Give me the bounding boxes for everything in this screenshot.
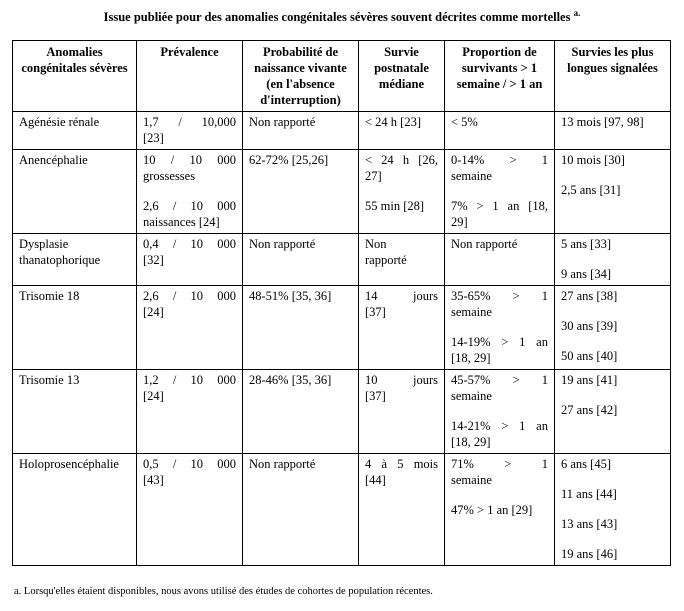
anomaly-name: Trisomie 18 bbox=[19, 289, 80, 303]
probability-cell bbox=[243, 150, 359, 234]
proportion-line: 35-65% > 1 bbox=[451, 289, 548, 303]
probability-value: 48-51% [35, 36] bbox=[249, 289, 332, 303]
probability-cell bbox=[243, 370, 359, 454]
proportion-line: 45-57% > 1 bbox=[451, 373, 548, 387]
table-row bbox=[13, 150, 671, 234]
proportion-line: 29] bbox=[451, 215, 468, 229]
probability-cell bbox=[243, 286, 359, 370]
probability-cell bbox=[243, 454, 359, 566]
proportion-line: 0-14% > 1 bbox=[451, 153, 548, 167]
longest-survival-cell bbox=[555, 234, 671, 286]
prevalence-cell bbox=[137, 234, 243, 286]
prevalence-line: 2,6 / 10 000 bbox=[143, 199, 236, 213]
anomaly-cell bbox=[13, 234, 137, 286]
proportion-line: [18, 29] bbox=[451, 351, 491, 365]
proportion-line: semaine bbox=[451, 305, 492, 319]
anomaly-cell bbox=[13, 370, 137, 454]
proportion-cell bbox=[445, 286, 555, 370]
longest-survival-cell bbox=[555, 150, 671, 234]
header-anomaly: Anomalies congénitales sévères bbox=[13, 41, 137, 112]
prevalence-line: naissances [24] bbox=[143, 215, 220, 229]
survival-cell bbox=[359, 454, 445, 566]
longest-survival-cell bbox=[555, 370, 671, 454]
survival-line: 14 jours bbox=[365, 289, 438, 303]
prevalence-line: [23] bbox=[143, 131, 164, 145]
proportion-cell bbox=[445, 150, 555, 234]
longest-survival-line: 19 ans [46] bbox=[561, 547, 618, 561]
prevalence-line: 2,6 / 10 000 bbox=[143, 289, 236, 303]
prevalence-line: [32] bbox=[143, 253, 164, 267]
prevalence-line: 1,2 / 10 000 bbox=[143, 373, 236, 387]
proportion-line: semaine bbox=[451, 473, 492, 487]
header-probability: Probabilité de naissance vivante (en l'absence d'interruption) bbox=[243, 41, 359, 112]
anomalies-table bbox=[12, 40, 671, 566]
probability-cell bbox=[243, 112, 359, 150]
anomaly-cell bbox=[13, 286, 137, 370]
survival-cell bbox=[359, 112, 445, 150]
header-longest: Survies les plus longues signalées bbox=[555, 41, 671, 112]
anomaly-cell bbox=[13, 454, 137, 566]
longest-survival-line: 50 ans [40] bbox=[561, 349, 618, 363]
survival-line: Non bbox=[365, 237, 387, 251]
anomaly-name: Agénésie rénale bbox=[19, 115, 100, 129]
longest-survival-cell bbox=[555, 286, 671, 370]
prevalence-cell bbox=[137, 286, 243, 370]
longest-survival-line: 27 ans [38] bbox=[561, 289, 618, 303]
prevalence-cell bbox=[137, 454, 243, 566]
prevalence-cell bbox=[137, 150, 243, 234]
table-row bbox=[13, 286, 671, 370]
proportion-line: 47% > 1 an [29] bbox=[451, 503, 533, 517]
probability-value: Non rapporté bbox=[249, 115, 316, 129]
proportion-cell bbox=[445, 454, 555, 566]
proportion-line: Non rapporté bbox=[451, 237, 518, 251]
prevalence-line: [24] bbox=[143, 305, 164, 319]
footnote: a. Lorsqu'elles étaient disponibles, nous avons utilisé des études de cohortes de population récentes. bbox=[14, 586, 433, 597]
longest-survival-line: 5 ans [33] bbox=[561, 237, 611, 251]
table-row bbox=[13, 370, 671, 454]
survival-line: [44] bbox=[365, 473, 386, 487]
probability-value: 62-72% [25,26] bbox=[249, 153, 329, 167]
header-survival: Survie postnatale médiane bbox=[359, 41, 445, 112]
table-row bbox=[13, 454, 671, 566]
proportion-line: < 5% bbox=[451, 115, 478, 129]
anomaly-name: Trisomie 13 bbox=[19, 373, 80, 387]
survival-cell bbox=[359, 150, 445, 234]
table-body bbox=[13, 112, 671, 566]
proportion-cell bbox=[445, 112, 555, 150]
longest-survival-line: 27 ans [42] bbox=[561, 403, 618, 417]
prevalence-line: 0,5 / 10 000 bbox=[143, 457, 236, 471]
proportion-line: semaine bbox=[451, 389, 492, 403]
survival-line: 4 à 5 mois bbox=[365, 457, 438, 471]
survival-line: [37] bbox=[365, 389, 386, 403]
longest-survival-cell bbox=[555, 112, 671, 150]
longest-survival-cell bbox=[555, 454, 671, 566]
table-caption bbox=[0, 8, 684, 25]
table-row bbox=[13, 234, 671, 286]
longest-survival-line: 11 ans [44] bbox=[561, 487, 617, 501]
longest-survival-line: 9 ans [34] bbox=[561, 267, 611, 281]
survival-line: 55 min [28] bbox=[365, 199, 425, 213]
survival-line: < 24 h [23] bbox=[365, 115, 421, 129]
probability-cell bbox=[243, 234, 359, 286]
prevalence-line: [24] bbox=[143, 389, 164, 403]
header-prevalence: Prévalence bbox=[137, 41, 243, 112]
prevalence-cell bbox=[137, 370, 243, 454]
prevalence-cell bbox=[137, 112, 243, 150]
header-row bbox=[13, 41, 671, 112]
proportion-line: 71% > 1 bbox=[451, 457, 548, 471]
proportion-line: 14-19% > 1 an bbox=[451, 335, 548, 349]
longest-survival-line: 2,5 ans [31] bbox=[561, 183, 621, 197]
survival-line: 10 jours bbox=[365, 373, 438, 387]
anomaly-name: Anencéphalie bbox=[19, 153, 88, 167]
anomaly-name: Holoprosencéphalie bbox=[19, 457, 119, 471]
longest-survival-line: 13 mois [97, 98] bbox=[561, 115, 644, 129]
anomaly-cell bbox=[13, 112, 137, 150]
longest-survival-line: 6 ans [45] bbox=[561, 457, 611, 471]
probability-value: Non rapporté bbox=[249, 457, 316, 471]
longest-survival-line: 10 mois [30] bbox=[561, 153, 625, 167]
longest-survival-line: 19 ans [41] bbox=[561, 373, 618, 387]
prevalence-line: 1,7 / 10,000 bbox=[143, 115, 236, 129]
probability-value: 28-46% [35, 36] bbox=[249, 373, 332, 387]
probability-value: Non rapporté bbox=[249, 237, 316, 251]
survival-cell bbox=[359, 370, 445, 454]
proportion-cell bbox=[445, 234, 555, 286]
proportion-line: [18, 29] bbox=[451, 435, 491, 449]
prevalence-line: grossesses bbox=[143, 169, 196, 183]
caption-text: Issue publiée pour des anomalies congénitales sévères souvent décrites comme mortelles bbox=[103, 10, 574, 25]
proportion-line: 14-21% > 1 an bbox=[451, 419, 548, 433]
header-proportion: Proportion de survivants > 1 semaine / > 1 an bbox=[445, 41, 555, 112]
prevalence-line: 10 / 10 000 bbox=[143, 153, 236, 167]
proportion-line: semaine bbox=[451, 169, 492, 183]
caption-footnote-marker: a. bbox=[573, 8, 581, 18]
survival-cell bbox=[359, 286, 445, 370]
anomaly-name: Dysplasie thanatophorique bbox=[19, 237, 101, 267]
table-row bbox=[13, 112, 671, 150]
survival-line: [37] bbox=[365, 305, 386, 319]
proportion-cell bbox=[445, 370, 555, 454]
anomaly-cell bbox=[13, 150, 137, 234]
survival-line: rapporté bbox=[365, 253, 407, 267]
longest-survival-line: 13 ans [43] bbox=[561, 517, 618, 531]
prevalence-line: [43] bbox=[143, 473, 164, 487]
survival-line: < 24 h [26, bbox=[365, 153, 438, 167]
proportion-line: 7% > 1 an [18, bbox=[451, 199, 548, 213]
survival-cell bbox=[359, 234, 445, 286]
prevalence-line: 0,4 / 10 000 bbox=[143, 237, 236, 251]
longest-survival-line: 30 ans [39] bbox=[561, 319, 618, 333]
survival-line: 27] bbox=[365, 169, 382, 183]
